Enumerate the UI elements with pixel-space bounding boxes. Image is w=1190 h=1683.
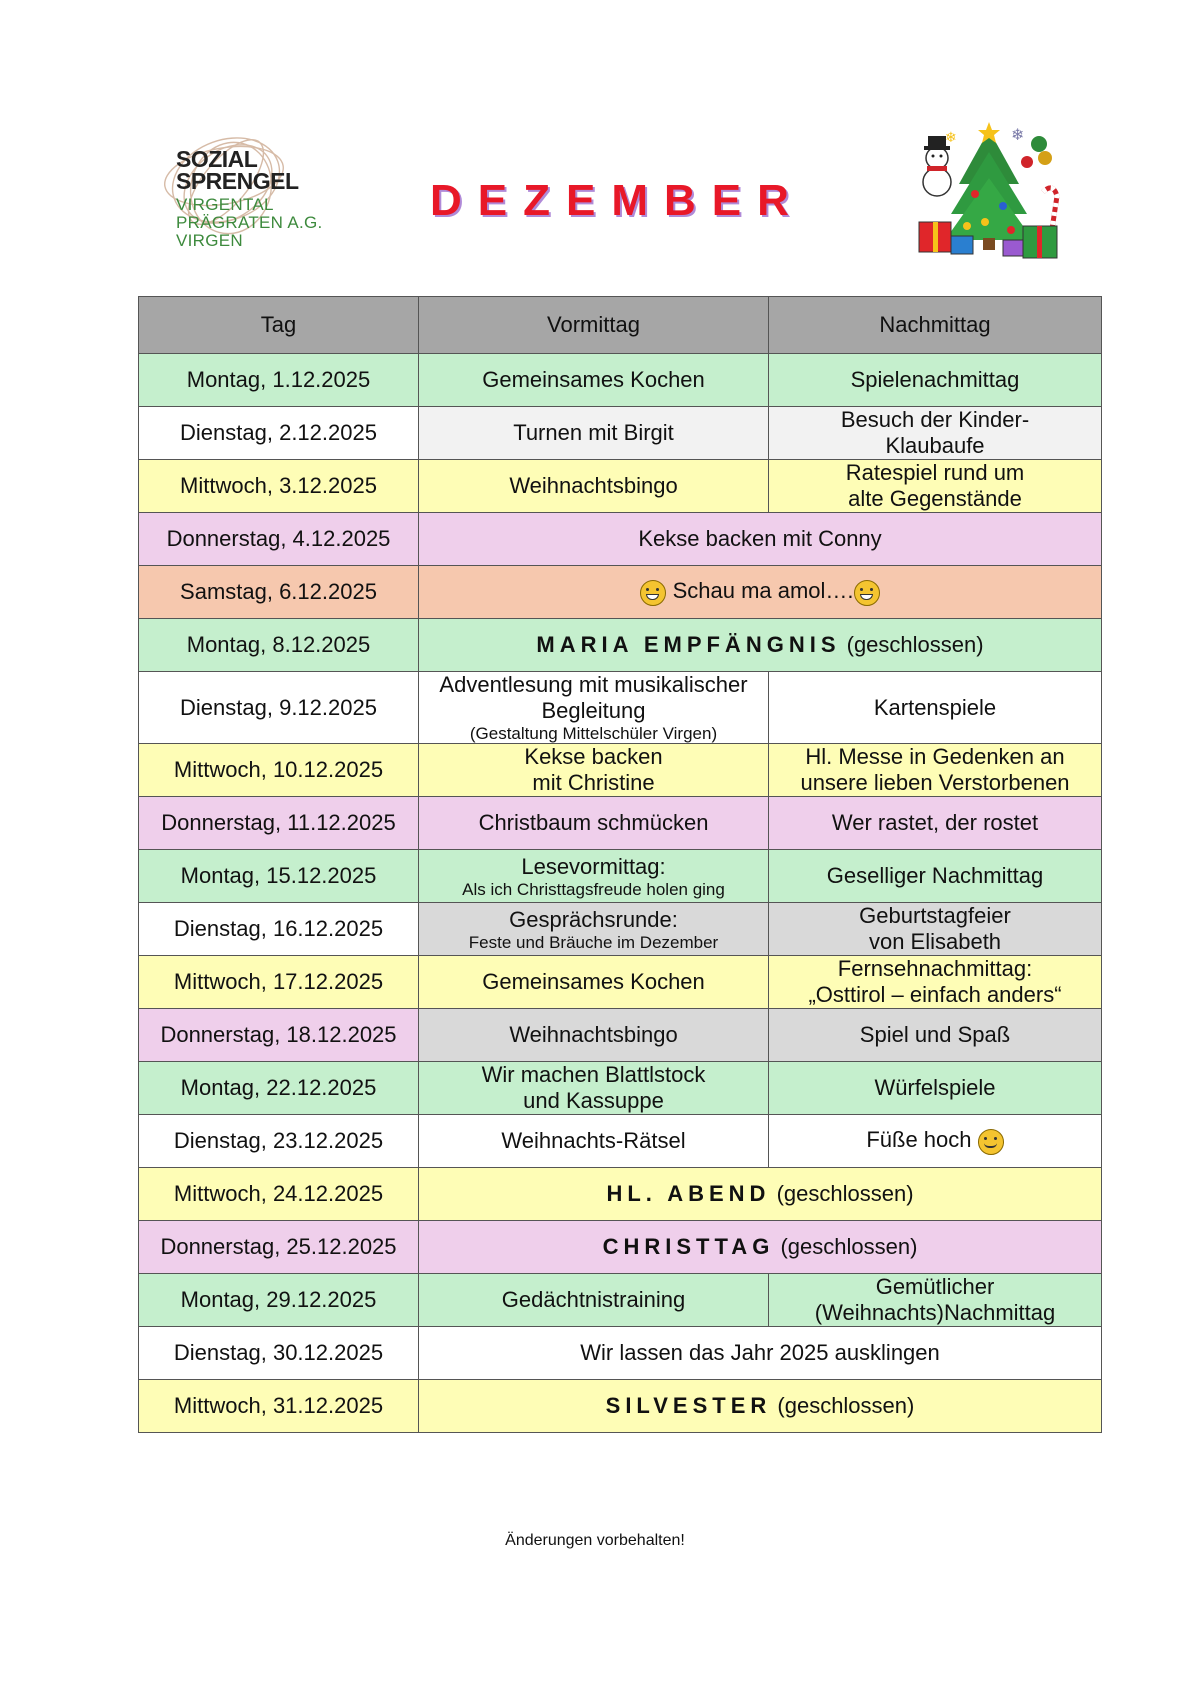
day-cell: Dienstag, 16.12.2025 — [139, 903, 419, 956]
table-row — [139, 672, 1102, 744]
table-header-row — [139, 297, 1102, 354]
morning-subtext: Als ich Christtagsfreude holen ging — [462, 879, 725, 899]
morning-cell: Weihnachts-Rätsel — [419, 1115, 769, 1168]
table-row — [139, 1221, 1102, 1274]
table-row — [139, 1274, 1102, 1327]
holiday-note: (geschlossen) — [780, 1234, 918, 1259]
day-cell: Mittwoch, 10.12.2025 — [139, 744, 419, 797]
afternoon-cell: Geselliger Nachmittag — [769, 850, 1102, 903]
day-cell: Samstag, 6.12.2025 — [139, 566, 419, 619]
table-row — [139, 354, 1102, 407]
table-row — [139, 903, 1102, 956]
table-row — [139, 1327, 1102, 1380]
page-title: DEZEMBER — [430, 176, 805, 225]
logo-line-1: SOZIAL — [176, 146, 258, 172]
afternoon-cell: Kartenspiele — [769, 672, 1102, 744]
afternoon-cell — [769, 1115, 1102, 1168]
svg-text:❄: ❄ — [945, 130, 957, 146]
day-cell: Montag, 15.12.2025 — [139, 850, 419, 903]
day-cell: Montag, 22.12.2025 — [139, 1062, 419, 1115]
all-day-cell: Wir lassen das Jahr 2025 ausklingen — [419, 1327, 1102, 1380]
table-row — [139, 744, 1102, 797]
day-cell: Mittwoch, 3.12.2025 — [139, 460, 419, 513]
day-cell: Mittwoch, 31.12.2025 — [139, 1380, 419, 1433]
afternoon-cell: Ratespiel rund um alte Gegenstände — [769, 460, 1102, 513]
holiday-name: SILVESTER — [605, 1393, 772, 1418]
svg-text:❄: ❄ — [1011, 125, 1025, 144]
sozialsprengel-logo — [162, 118, 332, 268]
morning-cell: Weihnachtsbingo — [419, 1009, 769, 1062]
table-row — [139, 1168, 1102, 1221]
morning-cell — [419, 903, 769, 956]
morning-cell: Gemeinsames Kochen — [419, 354, 769, 407]
activity-schedule-table — [138, 296, 1102, 1433]
christmas-clipart-icon — [915, 122, 1063, 270]
afternoon-cell: Fernsehnachmittag: „Osttirol – einfach anders“ — [769, 956, 1102, 1009]
morning-cell: Wir machen Blattlstock und Kassuppe — [419, 1062, 769, 1115]
day-cell: Montag, 1.12.2025 — [139, 354, 419, 407]
header-tag: Tag — [139, 297, 419, 354]
table-row — [139, 1062, 1102, 1115]
morning-text: Adventlesung mit musikalischer Begleitung — [439, 672, 748, 723]
logo-line-4: PRÄGRATEN A.G. — [176, 213, 323, 232]
holiday-cell — [419, 1221, 1102, 1274]
table-row — [139, 1009, 1102, 1062]
wink-emoji-icon — [978, 1129, 1004, 1155]
afternoon-cell: Gemütlicher (Weihnachts)Nachmittag — [769, 1274, 1102, 1327]
afternoon-cell: Spiel und Spaß — [769, 1009, 1102, 1062]
day-cell: Dienstag, 2.12.2025 — [139, 407, 419, 460]
grin-emoji-icon — [854, 580, 880, 606]
afternoon-cell: Hl. Messe in Gedenken an unsere lieben Verstorbenen — [769, 744, 1102, 797]
morning-cell: Gedächtnistraining — [419, 1274, 769, 1327]
logo-line-3: VIRGENTAL — [176, 195, 274, 214]
morning-cell: Christbaum schmücken — [419, 797, 769, 850]
morning-cell: Weihnachtsbingo — [419, 460, 769, 513]
table-row — [139, 566, 1102, 619]
day-cell: Mittwoch, 17.12.2025 — [139, 956, 419, 1009]
table-row — [139, 460, 1102, 513]
morning-subtext: (Gestaltung Mittelschüler Virgen) — [469, 724, 718, 743]
day-cell: Donnerstag, 4.12.2025 — [139, 513, 419, 566]
morning-subtext: Feste und Bräuche im Dezember — [468, 932, 719, 952]
table-row — [139, 1380, 1102, 1433]
header-nachmittag: Nachmittag — [769, 297, 1102, 354]
holiday-note: (geschlossen) — [776, 1181, 914, 1206]
table-row — [139, 619, 1102, 672]
table-row — [139, 956, 1102, 1009]
header-vormittag: Vormittag — [419, 297, 769, 354]
afternoon-cell: Geburtstagfeier von Elisabeth — [769, 903, 1102, 956]
grin-emoji-icon — [640, 580, 666, 606]
morning-cell: Kekse backen mit Christine — [419, 744, 769, 797]
all-day-cell: Kekse backen mit Conny — [419, 513, 1102, 566]
day-cell: Donnerstag, 25.12.2025 — [139, 1221, 419, 1274]
table-row — [139, 513, 1102, 566]
morning-cell — [419, 672, 769, 744]
morning-text: Lesevormittag: — [521, 853, 666, 879]
afternoon-cell: Besuch der Kinder-Klaubaufe — [769, 407, 1102, 460]
afternoon-cell: Wer rastet, der rostet — [769, 797, 1102, 850]
day-cell: Mittwoch, 24.12.2025 — [139, 1168, 419, 1221]
all-day-cell — [419, 566, 1102, 619]
day-cell: Montag, 29.12.2025 — [139, 1274, 419, 1327]
holiday-note: (geschlossen) — [777, 1393, 915, 1418]
holiday-name: CHRISTTAG — [602, 1234, 775, 1259]
logo-line-5: VIRGEN — [176, 231, 243, 250]
logo-line-2: SPRENGEL — [176, 168, 299, 194]
footer-note: Änderungen vorbehalten! — [505, 1532, 685, 1549]
day-cell: Dienstag, 30.12.2025 — [139, 1327, 419, 1380]
afternoon-cell: Spielenachmittag — [769, 354, 1102, 407]
day-cell: Donnerstag, 11.12.2025 — [139, 797, 419, 850]
holiday-cell — [419, 1168, 1102, 1221]
day-cell: Dienstag, 23.12.2025 — [139, 1115, 419, 1168]
holiday-cell — [419, 1380, 1102, 1433]
afternoon-cell: Würfelspiele — [769, 1062, 1102, 1115]
day-cell: Donnerstag, 18.12.2025 — [139, 1009, 419, 1062]
table-row — [139, 850, 1102, 903]
morning-cell: Gemeinsames Kochen — [419, 956, 769, 1009]
afternoon-text: Füße hoch — [866, 1127, 972, 1153]
holiday-note: (geschlossen) — [846, 632, 984, 657]
holiday-name: HL. ABEND — [606, 1181, 771, 1206]
morning-text: Gesprächsrunde: — [509, 906, 678, 932]
table-row — [139, 407, 1102, 460]
day-cell: Dienstag, 9.12.2025 — [139, 672, 419, 744]
morning-cell — [419, 850, 769, 903]
morning-cell: Turnen mit Birgit — [419, 407, 769, 460]
all-day-text: Schau ma amol…. — [672, 578, 854, 604]
table-row — [139, 797, 1102, 850]
table-row — [139, 1115, 1102, 1168]
holiday-name: MARIA EMPFÄNGNIS — [536, 632, 841, 657]
holiday-cell — [419, 619, 1102, 672]
day-cell: Montag, 8.12.2025 — [139, 619, 419, 672]
